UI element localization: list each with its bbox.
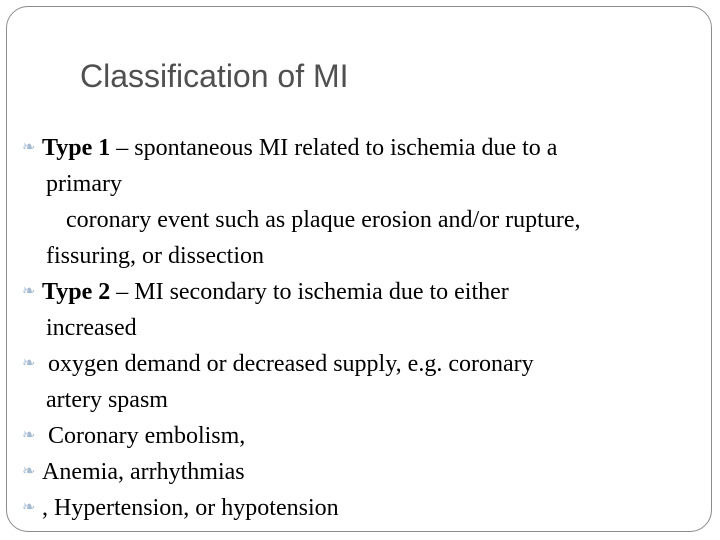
line-text: – spontaneous MI related to ischemia due to a (110, 135, 558, 161)
slide-body (22, 130, 702, 526)
type-label: Type 1 (42, 135, 111, 161)
line-text: Coronary embolism, (42, 423, 246, 449)
bullet-icon: ❧ (22, 463, 36, 480)
line-text: fissuring, or dissection (46, 243, 264, 269)
line-text: primary (46, 171, 122, 197)
bullet-icon: ❧ (22, 139, 36, 156)
slide-line (22, 238, 702, 274)
line-text: , Hypertension, or hypotension (42, 495, 339, 521)
slide-line (22, 274, 702, 310)
slide-line (22, 418, 702, 454)
line-text: oxygen demand or decreased supply, e.g. coronary (42, 351, 534, 377)
slide-line (22, 382, 702, 418)
slide-line (22, 166, 702, 202)
slide-line (22, 202, 702, 238)
type-label: Type 2 (42, 279, 111, 305)
bullet-icon: ❧ (22, 427, 36, 444)
slide-line (22, 490, 702, 526)
bullet-icon: ❧ (22, 499, 36, 516)
slide-line (22, 130, 702, 166)
slide-line (22, 346, 702, 382)
slide-line (22, 454, 702, 490)
line-text: artery spasm (46, 387, 168, 413)
line-text: Anemia, arrhythmias (42, 459, 245, 485)
line-text: coronary event such as plaque erosion and/or rupture, (66, 207, 581, 233)
line-text: – MI secondary to ischemia due to either (110, 279, 509, 305)
line-text: increased (46, 315, 137, 341)
slide-line (22, 310, 702, 346)
slide-title: Classification of MI (80, 58, 349, 94)
bullet-icon: ❧ (22, 355, 36, 372)
bullet-icon: ❧ (22, 283, 36, 300)
